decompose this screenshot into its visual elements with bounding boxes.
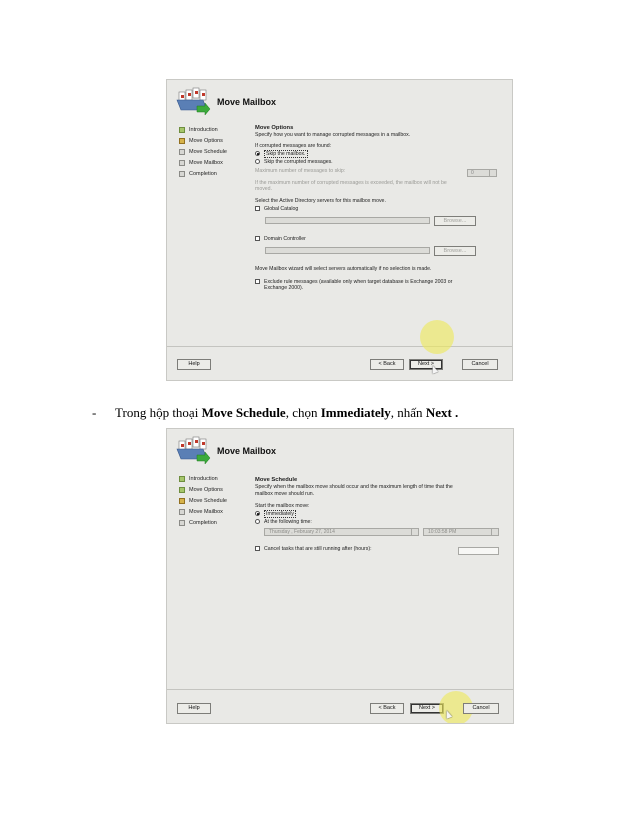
wizard-header xyxy=(167,429,513,473)
move-schedule-screenshot xyxy=(166,428,514,724)
checkbox-icon xyxy=(255,546,260,551)
wizard-steps xyxy=(179,473,249,528)
skip-mailbox-radio[interactable]: Skip the mailbox. xyxy=(255,151,308,157)
spin-arrows-icon xyxy=(489,170,496,176)
cancel-button[interactable]: Cancel xyxy=(462,359,498,370)
max-messages-note-1: If the maximum number of corrupted messages is exceeded, the mailbox will not be xyxy=(255,180,447,186)
step-done-icon xyxy=(179,487,185,493)
global-catalog-field[interactable] xyxy=(265,217,430,224)
back-button[interactable]: < Back xyxy=(370,359,404,370)
step-pending-icon xyxy=(179,160,185,166)
move-mailbox-icon xyxy=(175,86,211,118)
step-current-icon xyxy=(179,498,185,504)
step-pending-icon xyxy=(179,509,185,515)
radio-selected-icon xyxy=(255,511,260,516)
skip-messages-radio[interactable]: Skip the corrupted messages. xyxy=(255,159,333,165)
next-button[interactable]: Next > xyxy=(409,359,443,370)
section-description-2: mailbox move should run. xyxy=(255,491,315,497)
help-button[interactable]: Help xyxy=(177,359,211,370)
step-pending-icon xyxy=(179,520,185,526)
following-time-radio[interactable]: At the following time: xyxy=(255,519,312,525)
click-highlight xyxy=(420,320,454,354)
instruction-caption: - Trong hộp thoại Move Schedule, chọn Immediately, nhấn Next . xyxy=(92,405,459,420)
step-move-mailbox: Move Mailbox xyxy=(179,157,249,168)
checkbox-icon xyxy=(255,236,260,241)
checkbox-icon xyxy=(255,279,260,284)
step-introduction: Introduction xyxy=(179,473,249,484)
exclude-rules-checkbox[interactable]: Exclude rule messages (available only when target database is Exchange 2003 or xyxy=(255,279,452,285)
step-move-schedule: Move Schedule xyxy=(179,495,249,506)
dropdown-arrow-icon xyxy=(411,529,418,535)
step-move-options: Move Options xyxy=(179,135,249,146)
step-current-icon xyxy=(179,138,185,144)
step-introduction: Introduction xyxy=(179,124,249,135)
domain-controller-checkbox[interactable]: Domain Controller xyxy=(255,236,306,242)
section-title: Move Schedule xyxy=(255,477,298,483)
move-options-screenshot xyxy=(166,79,513,381)
max-messages-note-2: moved. xyxy=(255,186,273,192)
next-button[interactable]: Next > xyxy=(410,703,444,714)
section-description-1: Specify when the mailbox move should occur and the maximum length of time that the xyxy=(255,484,453,490)
step-done-icon xyxy=(179,127,185,133)
date-picker[interactable]: Thursday , February 27, 2014 xyxy=(264,528,419,536)
auto-select-note: Move Mailbox wizard will select servers automatically if no selection is made. xyxy=(255,266,432,272)
ad-servers-label: Select the Active Directory servers for this mailbox move. xyxy=(255,198,386,204)
spin-arrows-icon xyxy=(491,529,498,535)
back-button[interactable]: < Back xyxy=(370,703,404,714)
cancel-tasks-hours-field[interactable] xyxy=(458,547,499,555)
radio-icon xyxy=(255,519,260,524)
step-completion: Completion xyxy=(179,168,249,179)
start-label: Start the mailbox move: xyxy=(255,503,310,509)
footer-divider xyxy=(167,689,513,690)
window-title: Move Mailbox xyxy=(217,97,277,107)
global-catalog-browse-button[interactable]: Browse... xyxy=(434,216,476,226)
time-picker[interactable]: 10:03:58 PM xyxy=(423,528,499,536)
immediately-radio[interactable]: Immediately xyxy=(255,511,296,517)
wizard-steps xyxy=(179,124,249,179)
cancel-button[interactable]: Cancel xyxy=(463,703,499,714)
exclude-rules-line-2: Exchange 2000). xyxy=(264,285,304,291)
step-pending-icon xyxy=(179,171,185,177)
step-completion: Completion xyxy=(179,517,249,528)
wizard-header xyxy=(167,80,512,124)
domain-controller-browse-button[interactable]: Browse... xyxy=(434,246,476,256)
radio-selected-icon xyxy=(255,151,260,156)
step-pending-icon xyxy=(179,149,185,155)
step-move-mailbox: Move Mailbox xyxy=(179,506,249,517)
window-title: Move Mailbox xyxy=(217,446,277,456)
list-dash: - xyxy=(92,405,97,420)
step-move-options: Move Options xyxy=(179,484,249,495)
step-move-schedule: Move Schedule xyxy=(179,146,249,157)
section-description: Specify how you want to manage corrupted messages in a mailbox. xyxy=(255,132,411,138)
max-messages-stepper[interactable]: 0 xyxy=(467,169,497,177)
checkbox-icon xyxy=(255,206,260,211)
section-title: Move Options xyxy=(255,125,294,131)
global-catalog-checkbox[interactable]: Global Catalog xyxy=(255,206,298,212)
radio-icon xyxy=(255,159,260,164)
domain-controller-field[interactable] xyxy=(265,247,430,254)
help-button[interactable]: Help xyxy=(177,703,211,714)
move-mailbox-icon xyxy=(175,435,211,467)
footer-divider xyxy=(167,346,512,347)
max-messages-label: Maximum number of messages to skip: xyxy=(255,168,346,174)
step-done-icon xyxy=(179,476,185,482)
corrupted-label: If corrupted messages are found: xyxy=(255,143,332,149)
cancel-tasks-checkbox[interactable]: Cancel tasks that are still running after (hours): xyxy=(255,546,372,552)
